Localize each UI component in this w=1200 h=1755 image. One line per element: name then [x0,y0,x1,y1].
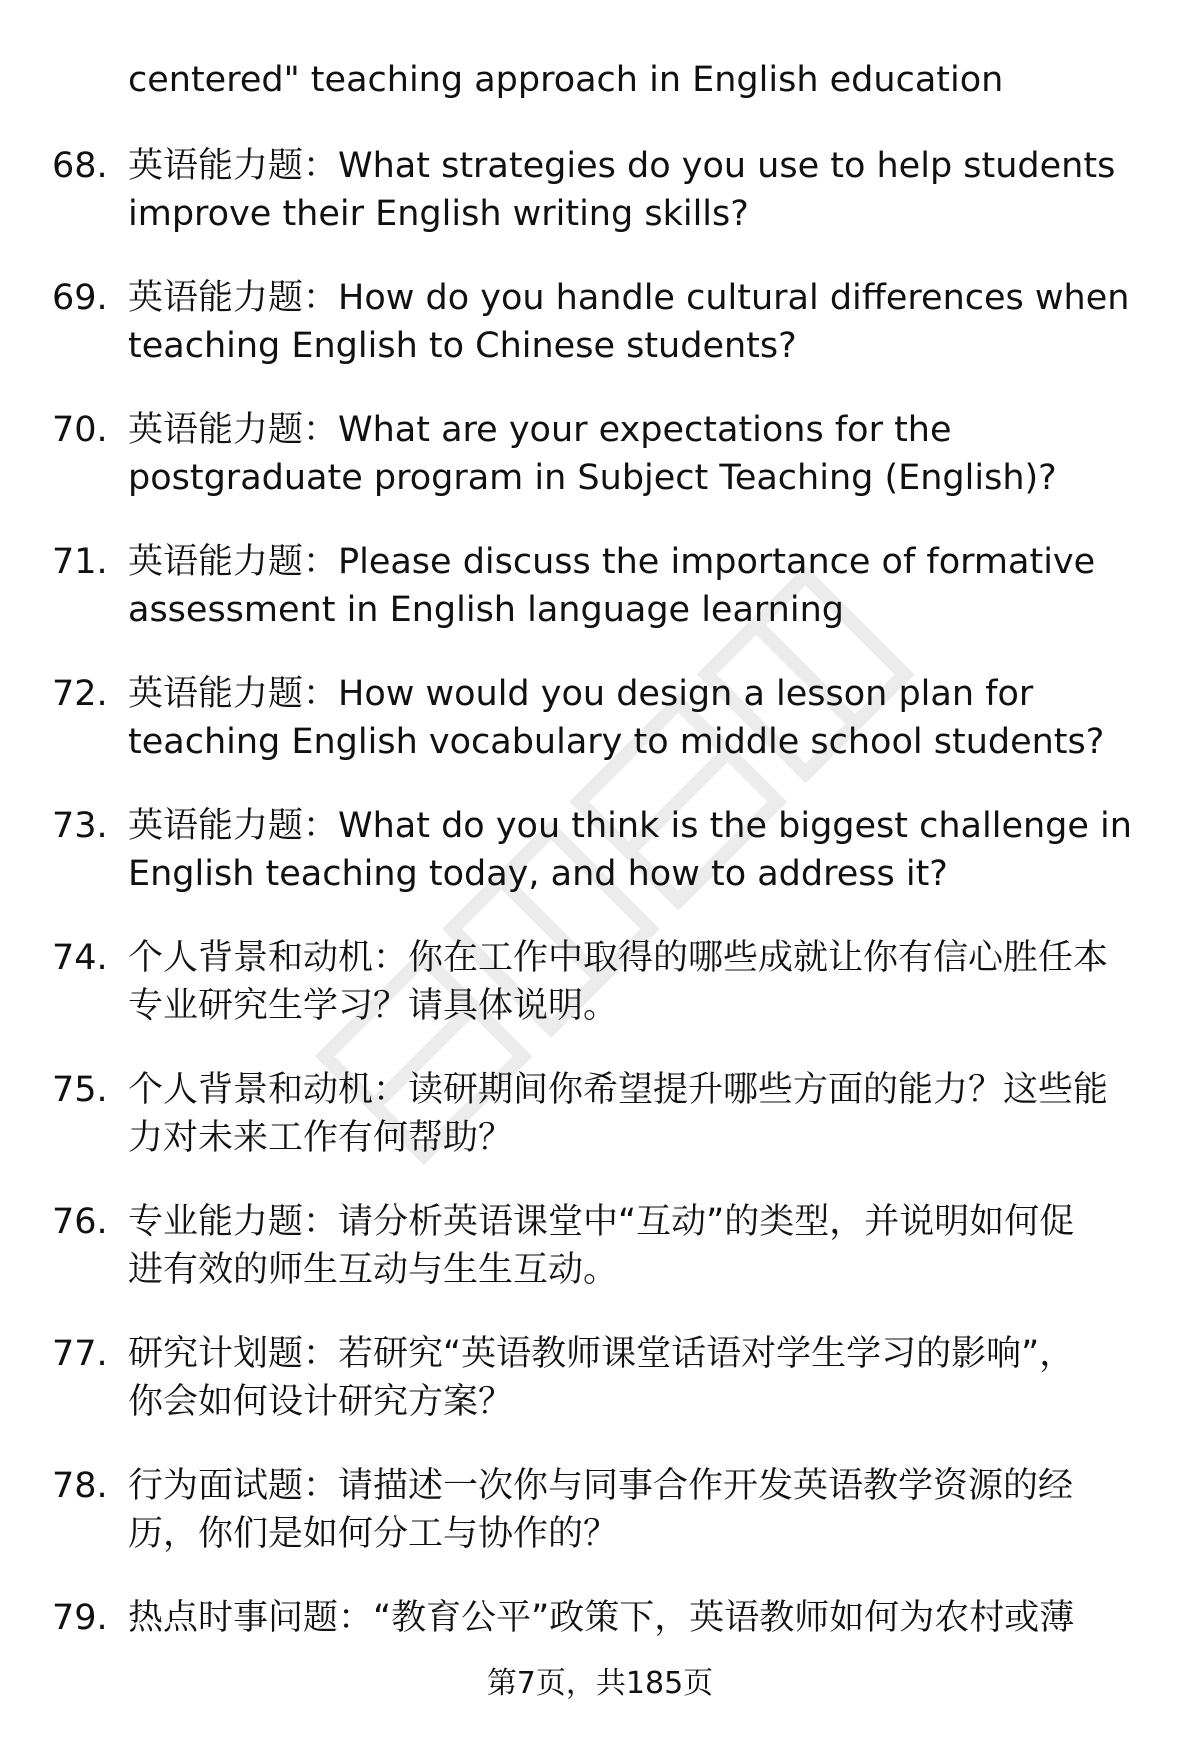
question-number: 72. [52,674,108,714]
question-text [128,406,1138,502]
question-text-line: 历，你们是如何分工与协作的？ [128,1514,619,1554]
question-text [128,1198,1138,1294]
question-number: 71. [52,542,108,582]
question-text-line: 英语能力题：How do you handle cultural differences when [128,278,1130,318]
question-text-line: 英语能力题：What strategies do you use to help students [128,146,1116,186]
question-text-line: 英语能力题：What do you think is the biggest challenge in [128,806,1132,846]
question-number: 69. [52,278,108,318]
question-number: 70. [52,410,108,450]
question-text [128,1066,1138,1162]
question-text-line: 研究计划题：若研究“英语教师课堂话语对学生学习的影响”， [128,1334,1075,1374]
question-text-line: teaching English vocabulary to middle school students? [128,722,1105,762]
question-number: 74. [52,938,108,978]
question-number: 77. [52,1334,108,1374]
question-text [128,1594,1138,1642]
question-text [128,670,1138,766]
question-text-line: 英语能力题：How would you design a lesson plan for [128,674,1034,714]
question-item [0,1594,1200,1726]
question-text [128,274,1138,370]
question-item [0,538,1200,670]
question-text-line: 英语能力题：What are your expectations for the [128,410,952,450]
question-item [0,670,1200,802]
question-text-line: 热点时事问题：“教育公平”政策下，英语教师如何为农村或薄 [128,1598,1075,1638]
question-number: 78. [52,1466,108,1506]
question-number: 68. [52,146,108,186]
question-text-line: 你会如何设计研究方案？ [128,1382,514,1422]
question-text [128,934,1138,1030]
question-item [0,406,1200,538]
question-text-line: improve their English writing skills? [128,194,749,234]
question-text [128,802,1138,898]
question-item [0,1198,1200,1330]
question-item [0,1330,1200,1462]
question-list [0,142,1200,1726]
question-text-line: teaching English to Chinese students? [128,326,797,366]
question-text-line: English teaching today, and how to address it? [128,854,948,894]
question-text-line: 行为面试题：请描述一次你与同事合作开发英语教学资源的经 [128,1466,1074,1506]
question-text-line: 进有效的师生互动与生生互动。 [128,1250,619,1290]
question-text [128,538,1138,634]
question-text-line: postgraduate program in Subject Teaching (English)? [128,458,1057,498]
question-number: 75. [52,1070,108,1110]
continuation-line: centered" teaching approach in English education [128,60,1004,100]
question-text-line: 专业能力题：请分析英语课堂中“互动”的类型，并说明如何促 [128,1202,1075,1242]
question-text [128,1462,1138,1558]
question-number: 79. [52,1598,108,1638]
question-text-line: 个人背景和动机：你在工作中取得的哪些成就让你有信心胜任本 [128,938,1109,978]
question-text [128,142,1138,238]
question-number: 73. [52,806,108,846]
page-footer: 第7页，共185页 [486,1666,714,1701]
question-number: 76. [52,1202,108,1242]
question-text [128,1330,1138,1426]
question-text-line: 专业研究生学习？请具体说明。 [128,986,619,1026]
question-item [0,274,1200,406]
question-text-line: 个人背景和动机：读研期间你希望提升哪些方面的能力？这些能 [128,1070,1109,1110]
question-item [0,142,1200,274]
question-item [0,934,1200,1066]
question-item [0,1066,1200,1198]
question-text-line: 力对未来工作有何帮助？ [128,1118,514,1158]
question-item [0,802,1200,934]
question-text-line: assessment in English language learning [128,590,844,630]
question-text-line: 英语能力题：Please discuss the importance of formative [128,542,1096,582]
question-item [0,1462,1200,1594]
